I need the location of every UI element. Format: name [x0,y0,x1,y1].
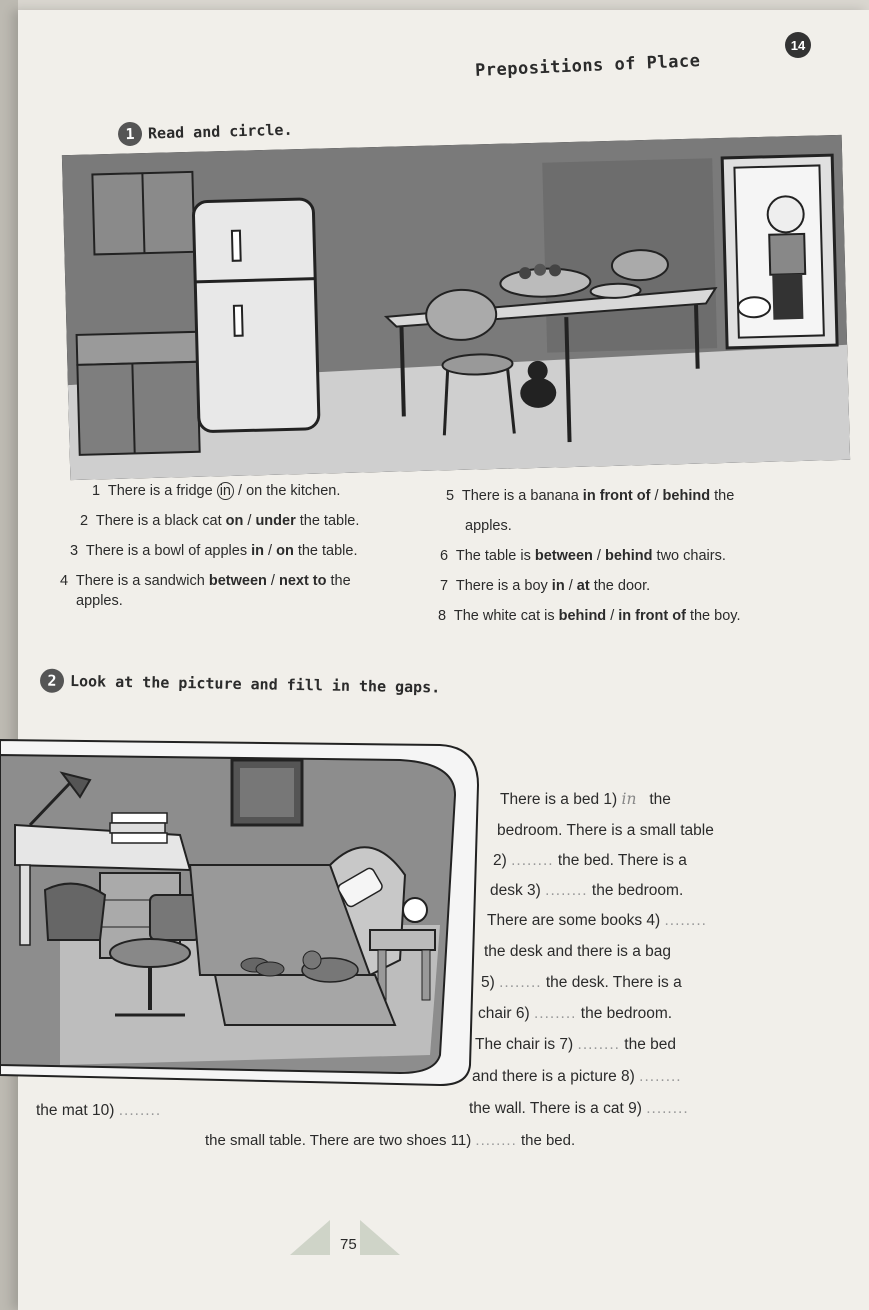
gap-line-5: There are some books 4) ........ [487,912,707,929]
exercise-number: 1 [118,122,143,147]
gap-line-4: desk 3) ........ the bedroom. [490,882,684,899]
gap-6[interactable]: ........ [534,1005,577,1022]
ex1-sentence-6: 6 The table is between / behind two chairs. [440,548,726,564]
ex1-sentence-7: 7 There is a boy in / at the door. [440,578,651,594]
ex1-sentence-1: 1 There is a fridge in / on the kitchen. [92,483,341,499]
gap-line-6: the desk and there is a bag [484,943,671,960]
circled-answer[interactable]: in [217,482,234,500]
gap-line-10: and there is a picture 8) ........ [472,1068,682,1085]
exercise-number: 2 [40,669,64,693]
gap-line-7: 5) ........ the desk. There is a [481,974,682,991]
gap-line-13: the small table. There are two shoes 11) ........ the bed. [205,1132,576,1149]
ex1-sentence-8: 8 The white cat is behind / in front of the boy. [438,608,741,624]
page-title: Prepositions of Place [474,51,701,81]
gap-line-8: chair 6) ........ the bedroom. [478,1005,673,1022]
gap-line-3: 2) ........ the bed. There is a [493,852,687,869]
ex1-sentence-2: 2 There is a black cat on / under the table. [80,513,360,529]
gap-8[interactable]: ........ [639,1068,682,1085]
exercise-instruction: Read and circle. [147,120,293,143]
fridge-drawing [193,199,319,432]
gap-line-11: the wall. There is a cat 9) ........ [469,1100,689,1117]
gap-line-12: the mat 10) ........ [36,1102,162,1119]
exercise-instruction: Look at the picture and fill in the gaps. [69,672,441,697]
gap-3[interactable]: ........ [545,882,588,899]
gap-5[interactable]: ........ [499,974,542,991]
ex1-sentence-5-cont: apples. [465,518,512,534]
gap-answer-1[interactable]: in [621,790,637,808]
ex1-sentence-4-cont: apples. [76,593,123,609]
ex1-sentence-5: 5 There is a banana in front of / behind the [446,488,735,504]
gap-line-1: There is a bed 1) in the [500,790,671,808]
ex1-sentence-4: 4 There is a sandwich between / next to the [60,573,351,589]
gap-4[interactable]: ........ [664,912,707,929]
bedroom-illustration [0,725,480,1095]
kitchen-illustration [62,135,850,480]
ex1-sentence-3: 3 There is a bowl of apples in / on the table. [70,543,358,559]
gap-9[interactable]: ........ [646,1100,689,1117]
gap-line-2: bedroom. There is a small table [497,822,714,839]
exercise-1-heading [118,118,293,147]
gap-10[interactable]: ........ [118,1102,162,1119]
gap-11[interactable]: ........ [475,1132,517,1149]
page-number: 75 [340,1236,357,1253]
gap-7[interactable]: ........ [577,1036,620,1053]
gap-line-9: The chair is 7) ........ the bed [475,1036,676,1053]
gap-2[interactable]: ........ [511,852,554,869]
unit-badge: 14 [785,32,811,58]
